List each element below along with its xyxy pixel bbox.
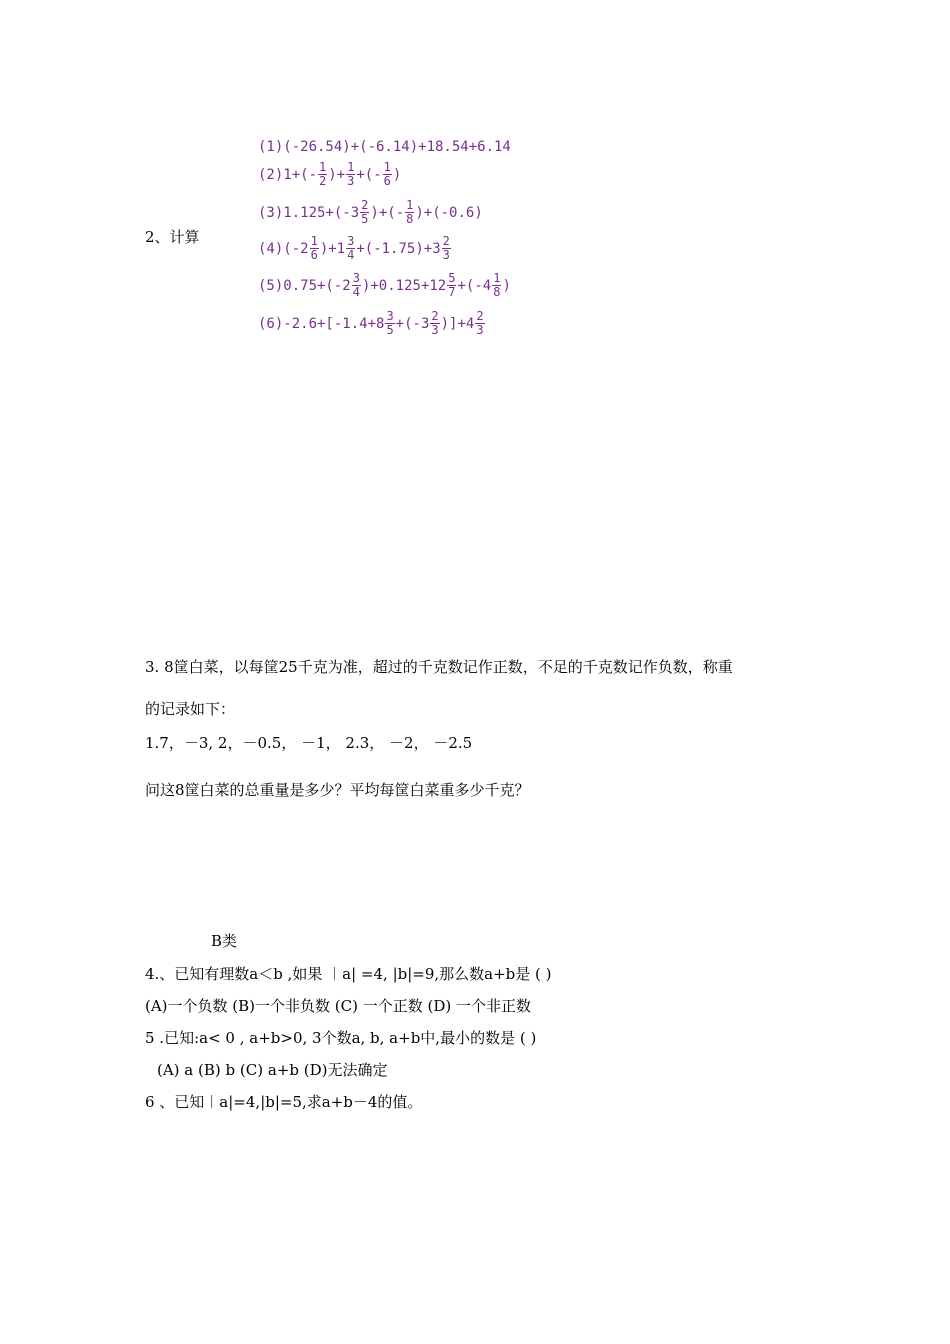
fraction: $\frac{1}{3}$ (347, 160, 355, 188)
question-5-options: (A) a (B) b (C) a+b (D)无法确定 (157, 1061, 388, 1079)
question-5-stem: 5 .已知:a< 0 , a+b>0, 3个数a, b, a+b中,最小的数是 ( ) (145, 1029, 537, 1047)
fraction: $\frac{1}{2}$ (319, 160, 327, 188)
expression-text: )+(- (370, 204, 405, 221)
question-4-options: (A)一个负数 (B)一个非负数 (C) 一个正数 (D) 一个非正数 (145, 997, 532, 1015)
question-3-line-1: 3. 8筐白菜，以每筐25千克为准，超过的千克数记作正数，不足的千克数记作负数，称重 (145, 658, 733, 676)
expression-4 (258, 235, 452, 262)
fraction: $\frac{3}{5}$ (386, 309, 394, 337)
question-6-stem: 6 、已知︱a|=4,|b|=5,求a+b－4的值。 (145, 1093, 423, 1111)
fraction: $\frac{2}{3}$ (476, 309, 484, 337)
question-4-stem: 4.、已知有理数a＜b ,如果 ︱a| =4, |b|=9,那么数a+b是 ( ) (145, 965, 552, 983)
expression-1 (258, 139, 511, 155)
expression-2 (258, 161, 401, 188)
expression-6 (258, 310, 486, 337)
fraction: $\frac{2}{3}$ (442, 234, 450, 262)
expression-3 (258, 199, 483, 226)
fraction: $\frac{1}{8}$ (406, 198, 414, 226)
expression-text: +(-1.75)+3 (356, 240, 441, 257)
fraction: $\frac{1}{6}$ (383, 160, 391, 188)
fraction: $\frac{5}{7}$ (448, 271, 456, 299)
fraction: $\frac{3}{4}$ (347, 234, 355, 262)
expression-text: +(- (356, 166, 382, 183)
fraction: $\frac{1}{6}$ (310, 234, 318, 262)
expression-text: ) (392, 166, 402, 183)
expression-1-text: (1)(-26.54)+(-6.14)+18.54+6.14 (258, 139, 511, 155)
expression-text: )+0.125+12 (361, 277, 447, 294)
expression-text: (6)-2.6+[-1.4+8 (258, 315, 385, 332)
section-b-heading: B类 (211, 932, 238, 950)
question-2-label: 2、计算 (145, 228, 200, 246)
fraction: $\frac{3}{4}$ (352, 271, 360, 299)
fraction: $\frac{1}{8}$ (493, 271, 501, 299)
expression-text: )+(-0.6) (415, 204, 483, 221)
question-3-data: 1.7，－3, 2，－0.5， －1， 2.3， －2， －2.5 (145, 734, 473, 752)
question-3-line-2: 的记录如下： (145, 700, 236, 718)
expression-text: )]+4 (440, 315, 475, 332)
expression-text: (2)1+(- (258, 166, 318, 183)
fraction: $\frac{2}{5}$ (361, 198, 369, 226)
expression-text: (5)0.75+(-2 (258, 277, 351, 294)
expression-text: +(-3 (395, 315, 430, 332)
question-3-question: 问这8筐白菜的总重量是多少？平均每筐白菜重多少千克？ (145, 781, 530, 799)
expression-text: ) (502, 277, 511, 294)
expression-text: )+1 (319, 240, 346, 257)
expression-text: (4)(-2 (258, 240, 309, 257)
expression-5 (258, 272, 511, 299)
fraction: $\frac{2}{3}$ (431, 309, 439, 337)
expression-text: )+ (328, 166, 346, 183)
expression-text: +(-4 (457, 277, 492, 294)
expression-text: (3)1.125+(-3 (258, 204, 360, 221)
